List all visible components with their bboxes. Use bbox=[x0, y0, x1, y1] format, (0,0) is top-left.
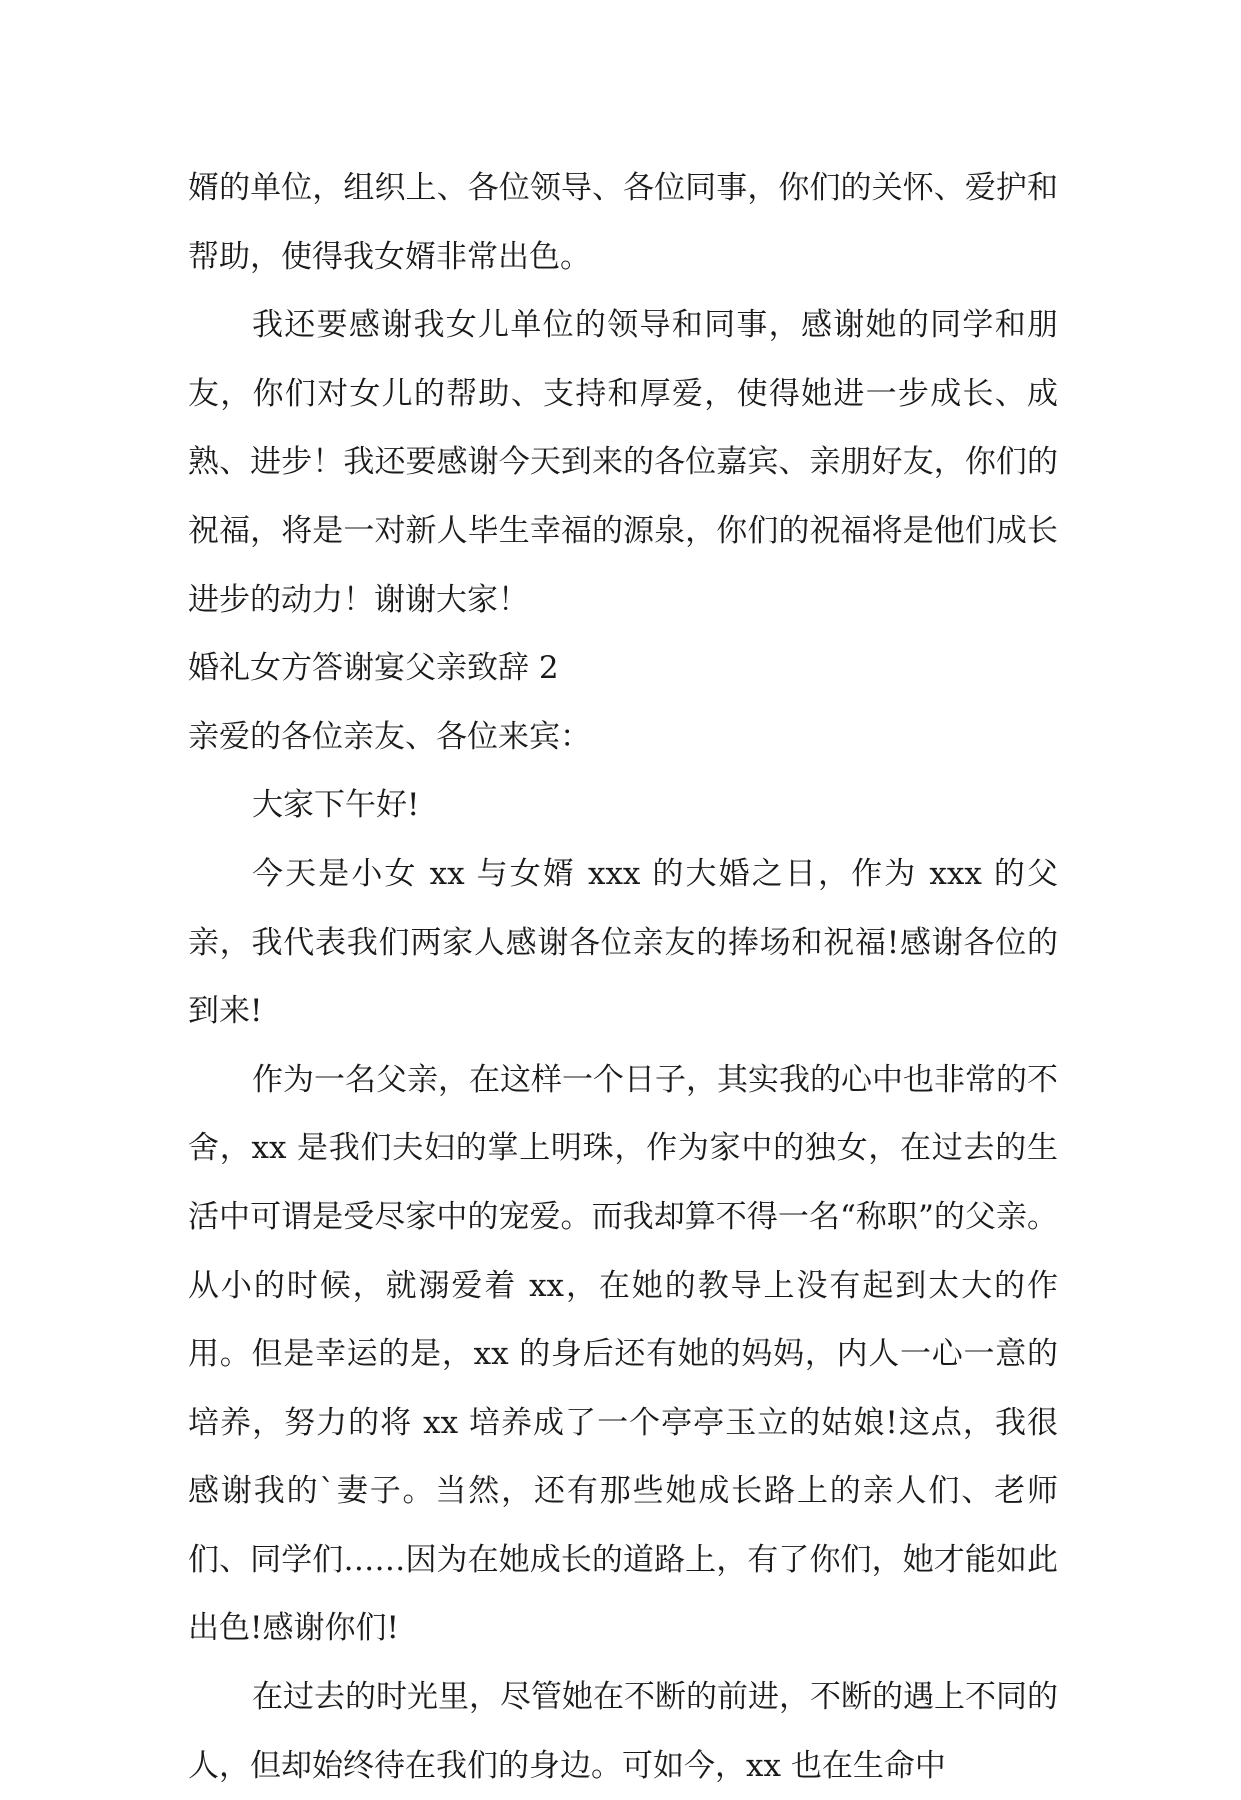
section-heading: 婚礼女方答谢宴父亲致辞 2 bbox=[188, 650, 559, 687]
paragraph-2: 我还要感谢我女儿单位的领导和同事，感谢她的同学和朋友，你们对女儿的帮助、支持和厚爱，使得她进一步成长、成熟、进步！我还要感谢今天到来的各位嘉宾、亲朋好友，你们的祝福，将是一对新人毕生幸福的源泉，你们的祝福将是他们成长进步的动力！谢谢大家！ bbox=[188, 307, 1058, 618]
paragraph-3: 今天是小女 xx 与女婿 xxx 的大婚之日，作为 xxx 的父亲，我代表我们两家人感谢各位亲友的捧场和祝福!感谢各位的到来! bbox=[188, 855, 1058, 1030]
paragraph-1: 婿的单位，组织上、各位领导、各位同事，你们的关怀、爱护和帮助，使得我女婿非常出色。 bbox=[188, 170, 1058, 275]
greeting: 大家下午好! bbox=[252, 787, 420, 824]
paragraph-4: 作为一名父亲，在这样一个日子，其实我的心中也非常的不舍，xx 是我们夫妇的掌上明珠，作为家中的独女，在过去的生活中可谓是受尽家中的宠爱。而我却算不得一名“称职”的父亲。从小的时候，就溺爱着 xx，在她的教导上没有起到太大的作用。但是幸运的是，xx 的身后还有她的妈妈，内人一心一意的培养，努力的将 xx 培养成了一个亭亭玉立的姑娘!这点，我很感谢我的`妻子。当然，还有那些她成长路上的亲人们、老师们、同学们……因为在她成长的道路上，有了你们，她才能如此出色!感谢你们! bbox=[188, 1061, 1058, 1647]
paragraph-5: 在过去的时光里，尽管她在不断的前进，不断的遇上不同的人，但却始终待在我们的身边。可如今，xx 也在生命中 bbox=[188, 1679, 1058, 1784]
salutation: 亲爱的各位亲友、各位来宾： bbox=[188, 718, 591, 755]
document-body bbox=[188, 154, 1058, 1800]
